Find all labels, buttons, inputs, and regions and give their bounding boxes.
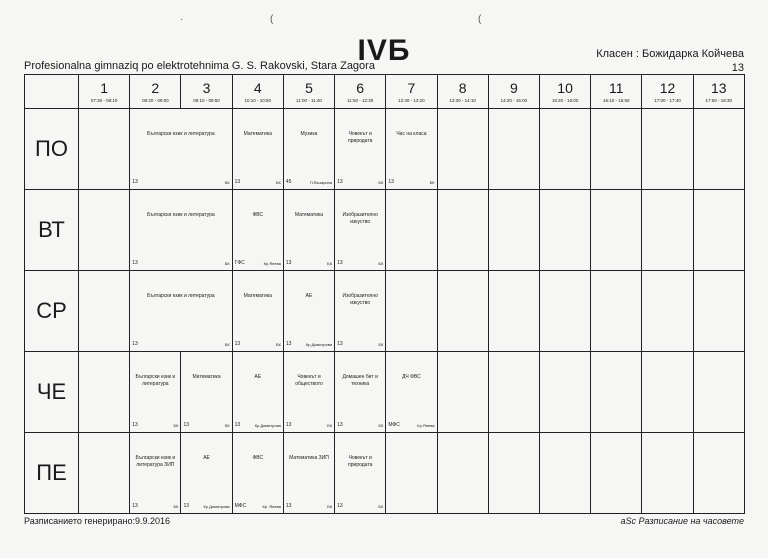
period-header (283, 75, 334, 109)
lesson-subject: Български език и литература (147, 131, 215, 137)
punch-hole-mark: ( (270, 14, 274, 25)
period-header (591, 75, 642, 109)
lesson-teacher: Кр. Янева (262, 504, 281, 509)
period-time: 17:50 - 18:30 (705, 98, 732, 103)
lesson-subject: ФВС (252, 212, 264, 218)
empty-slot (693, 190, 744, 271)
period-time: 11:00 - 11:40 (296, 98, 322, 103)
period-number: 7 (407, 80, 416, 96)
empty-slot (591, 109, 642, 190)
period-time: 15:20 - 16:00 (551, 98, 579, 103)
empty-slot (693, 271, 744, 352)
lesson-cell (232, 271, 283, 352)
empty-slot (437, 109, 488, 190)
lesson-teacher: БК (378, 504, 384, 509)
lesson-room: 13 (337, 179, 343, 185)
empty-slot (386, 190, 437, 271)
lesson-cell (181, 352, 232, 433)
lesson-cell (232, 190, 283, 271)
lesson-room: 13 (285, 341, 292, 347)
lesson-room: 13 (285, 260, 292, 266)
lesson-teacher: Кр.Димитрова (254, 423, 281, 428)
lesson-subject: Математика (243, 131, 272, 137)
period-time: 12:40 - 13:20 (398, 98, 425, 103)
lesson-teacher: БК (378, 180, 384, 185)
class-title: IVБ (357, 34, 411, 67)
lesson-teacher: БК (378, 423, 384, 428)
period-header (232, 75, 283, 109)
lesson-room: МФС (234, 503, 247, 509)
period-number: 2 (151, 80, 160, 96)
lesson-teacher: БК (173, 423, 179, 428)
day-row (25, 190, 745, 271)
empty-slot (488, 271, 539, 352)
period-header (181, 75, 232, 109)
period-time: 11:50 - 12:30 (347, 98, 374, 103)
lesson-cell (283, 352, 334, 433)
lesson-cell (283, 433, 334, 514)
empty-slot (386, 271, 437, 352)
lesson-teacher: П.Възарина (309, 180, 333, 185)
period-time: 08:20 - 09:00 (142, 98, 169, 103)
empty-slot (642, 433, 693, 514)
period-number: 1 (100, 80, 108, 96)
lesson-teacher: БК (224, 180, 230, 185)
class-number: 13 (731, 62, 744, 74)
empty-slot (539, 271, 590, 352)
period-number: 5 (305, 80, 313, 96)
lesson-teacher: БК (224, 423, 230, 428)
lesson-cell (232, 433, 283, 514)
day-row (25, 271, 745, 352)
empty-slot (488, 433, 539, 514)
empty-slot (437, 190, 488, 271)
empty-slot (437, 433, 488, 514)
period-header (693, 75, 744, 109)
lesson-room: МФС (388, 422, 400, 428)
empty-slot (642, 190, 693, 271)
lesson-cell (283, 190, 334, 271)
lesson-subject: Български език и литература (147, 293, 215, 299)
lesson-room: 13 (234, 422, 241, 428)
lesson-room: 13 (183, 503, 189, 509)
empty-slot (79, 433, 130, 514)
lesson-teacher: Кр.Янева (263, 261, 281, 266)
lesson-room: 13 (337, 260, 343, 266)
lesson-subject: Изобразително изкуство (342, 212, 378, 225)
lesson-cell (386, 352, 437, 433)
lesson-subject: Час на класа (396, 131, 427, 137)
lesson-teacher: БК (378, 342, 384, 347)
lesson-cell (181, 433, 232, 514)
lesson-teacher: БК (327, 261, 333, 266)
lesson-teacher: БК (327, 423, 333, 428)
day-name: ЧЕ (25, 352, 79, 433)
lesson-subject: АЕ (254, 374, 262, 380)
period-number: 3 (202, 80, 211, 96)
period-number: 10 (557, 80, 573, 96)
period-header-row (25, 75, 745, 109)
lesson-cell (130, 352, 181, 433)
period-time: 17:00 - 17:40 (654, 98, 681, 103)
software-credit: aSc Разписание на часовете (620, 516, 744, 526)
period-header (642, 75, 693, 109)
period-number: 4 (253, 80, 262, 96)
timetable (24, 74, 745, 514)
empty-slot (642, 109, 693, 190)
day-name: ПО (25, 109, 79, 190)
lesson-room: 13 (132, 260, 138, 266)
lesson-cell (386, 109, 437, 190)
punch-hole-mark: ( (478, 14, 482, 25)
period-time: 13:30 - 14:10 (449, 98, 476, 103)
lesson-subject: Човекът и природата (348, 455, 373, 468)
class-teacher: Класен : Божидарка Койчева (596, 48, 744, 60)
lesson-cell (232, 109, 283, 190)
lesson-room: 13 (132, 179, 138, 185)
lesson-cell (283, 271, 334, 352)
lesson-cell (232, 352, 283, 433)
lesson-room: 13 (285, 503, 292, 509)
lesson-room: 13 (388, 179, 394, 185)
lesson-teacher: БК (224, 342, 230, 347)
empty-slot (488, 190, 539, 271)
empty-slot (488, 352, 539, 433)
lesson-room: 13 (234, 341, 241, 347)
empty-slot (591, 433, 642, 514)
lesson-cell (335, 271, 386, 352)
lesson-teacher: БК (224, 261, 230, 266)
lesson-teacher: БК (429, 180, 435, 185)
lesson-subject: Изобразително изкуство (342, 293, 378, 306)
empty-slot (437, 352, 488, 433)
period-time: 07:30 - 08:10 (90, 98, 118, 103)
lesson-room: 13 (234, 179, 241, 185)
lesson-teacher: БК (327, 504, 333, 509)
empty-slot (79, 352, 130, 433)
lesson-room: 45 (285, 179, 292, 185)
period-number: 11 (609, 80, 624, 96)
corner-cell (25, 75, 79, 109)
lesson-teacher: БК (275, 342, 281, 347)
empty-slot (642, 271, 693, 352)
lesson-cell (335, 190, 386, 271)
day-row (25, 109, 745, 190)
day-name: ВТ (25, 190, 79, 271)
period-number: 9 (509, 80, 518, 96)
lesson-subject: АЕ (305, 293, 313, 299)
lesson-subject: Човекът и природата (348, 131, 373, 144)
period-time: 16:10 - 16:50 (603, 98, 630, 103)
period-header (539, 75, 590, 109)
period-time: 09:10 - 09:50 (193, 98, 220, 103)
lesson-room: 13 (132, 503, 138, 509)
period-header (488, 75, 539, 109)
scan-speck: · (180, 14, 184, 25)
lesson-subject: Музика (300, 131, 318, 137)
lesson-room: 13 (285, 422, 292, 428)
empty-slot (591, 271, 642, 352)
day-name: ПЕ (25, 433, 79, 514)
lesson-cell (130, 190, 232, 271)
period-number: 6 (356, 80, 365, 96)
lesson-subject: ФВС (252, 455, 264, 461)
period-header (79, 75, 130, 109)
empty-slot (539, 352, 590, 433)
lesson-teacher: БК (173, 504, 179, 509)
empty-slot (79, 109, 130, 190)
empty-slot (591, 352, 642, 433)
empty-slot (488, 109, 539, 190)
day-row (25, 352, 745, 433)
lesson-subject: Математика (192, 374, 221, 380)
empty-slot (539, 433, 590, 514)
lesson-subject: Български език и литература (135, 374, 176, 387)
period-header (386, 75, 437, 109)
period-number: 8 (458, 80, 467, 96)
empty-slot (642, 352, 693, 433)
lesson-room: 13 (132, 341, 138, 347)
empty-slot (693, 352, 744, 433)
generated-date: Разписанието генерирано:9.9.2016 (24, 516, 170, 526)
lesson-cell (335, 433, 386, 514)
empty-slot (539, 109, 590, 190)
lesson-room: 13 (337, 503, 343, 509)
empty-slot (539, 190, 590, 271)
lesson-subject: Математика (294, 212, 324, 218)
empty-slot (437, 271, 488, 352)
period-header (335, 75, 386, 109)
lesson-room: 13 (183, 422, 189, 428)
lesson-subject: Математика (243, 293, 272, 299)
lesson-subject: АЕ (203, 455, 210, 461)
lesson-room: 13 (337, 341, 343, 347)
lesson-subject: Български език и литература ЗИП (135, 455, 176, 468)
lesson-cell (283, 109, 334, 190)
period-number: 13 (710, 80, 727, 96)
period-header (437, 75, 488, 109)
empty-slot (591, 190, 642, 271)
period-time: 14:20 - 15:00 (500, 98, 528, 103)
period-header (130, 75, 181, 109)
day-name: СР (25, 271, 79, 352)
period-time: 10:10 - 10:50 (244, 98, 272, 103)
school-name: Profesionalna gimnaziq po elektrotehnima G. S. Rakovski, Stara Zagora (24, 60, 375, 72)
lesson-teacher: Кр.Димитрова (203, 504, 230, 509)
lesson-subject: ДЧ ФВС (402, 374, 421, 380)
empty-slot (386, 433, 437, 514)
period-number: 12 (659, 80, 676, 96)
lesson-subject: Български език и литература (147, 212, 215, 218)
lesson-cell (130, 433, 181, 514)
lesson-subject: Човекът и обществото (295, 374, 323, 387)
lesson-teacher: Кр.Димитрова (305, 342, 333, 347)
empty-slot (79, 190, 130, 271)
lesson-teacher: БК (275, 180, 281, 185)
day-row (25, 433, 745, 514)
empty-slot (693, 109, 744, 190)
empty-slot (693, 433, 744, 514)
lesson-teacher: Кр.Янева (417, 423, 435, 428)
lesson-room: 13 (132, 422, 138, 428)
lesson-cell (335, 109, 386, 190)
empty-slot (79, 271, 130, 352)
lesson-room: ГФС (234, 260, 245, 266)
lesson-subject: Домашен бит и техника (342, 374, 378, 387)
lesson-cell (130, 109, 232, 190)
lesson-cell (335, 352, 386, 433)
lesson-cell (130, 271, 232, 352)
timetable-body (25, 109, 745, 514)
lesson-subject: Математика ЗИП (289, 455, 329, 461)
lesson-teacher: БК (378, 261, 384, 266)
lesson-room: 13 (337, 422, 343, 428)
